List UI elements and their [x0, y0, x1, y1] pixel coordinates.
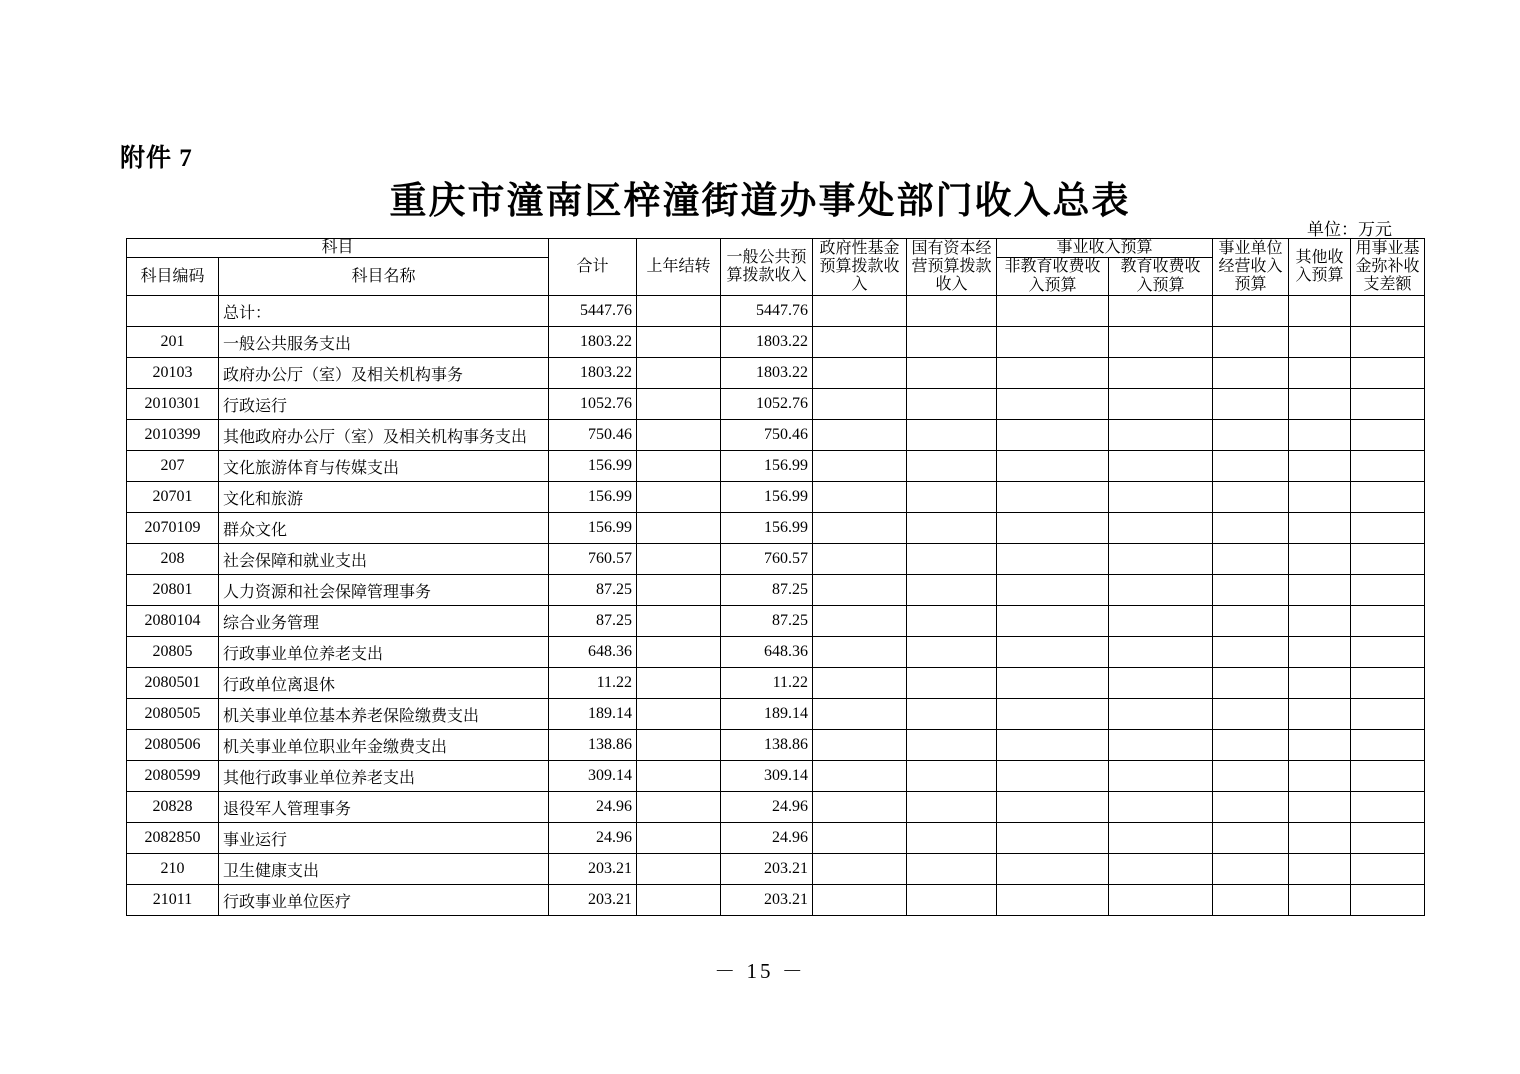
cell-edu-income [1109, 327, 1213, 358]
cell-gov-fund [813, 358, 907, 389]
cell-total: 156.99 [549, 451, 637, 482]
cell-fund-offset [1351, 575, 1425, 606]
cell-total: 760.57 [549, 544, 637, 575]
cell-state-capital [907, 668, 997, 699]
cell-non-edu-income [997, 420, 1109, 451]
cell-name: 其他行政事业单位养老支出 [219, 761, 549, 792]
cell-total: 203.21 [549, 885, 637, 916]
header-business-unit-operating: 事业单位经营收入预算 [1213, 239, 1289, 296]
cell-gov-fund [813, 792, 907, 823]
cell-business-unit-operating [1213, 730, 1289, 761]
cell-code: 210 [127, 854, 219, 885]
cell-gov-fund [813, 606, 907, 637]
cell-business-unit-operating [1213, 823, 1289, 854]
cell-general-public: 156.99 [721, 513, 813, 544]
cell-state-capital [907, 637, 997, 668]
cell-carryover [637, 606, 721, 637]
cell-carryover [637, 358, 721, 389]
header-carryover: 上年结转 [637, 239, 721, 296]
cell-business-unit-operating [1213, 327, 1289, 358]
cell-carryover [637, 699, 721, 730]
cell-non-edu-income [997, 544, 1109, 575]
cell-carryover [637, 575, 721, 606]
cell-business-unit-operating [1213, 296, 1289, 327]
cell-other-income [1289, 296, 1351, 327]
cell-other-income [1289, 544, 1351, 575]
cell-gov-fund [813, 761, 907, 792]
header-total: 合计 [549, 239, 637, 296]
cell-code: 208 [127, 544, 219, 575]
cell-edu-income [1109, 451, 1213, 482]
table-row [127, 327, 1425, 358]
unit-note: 单位：万元 [1307, 220, 1392, 239]
cell-total: 156.99 [549, 482, 637, 513]
cell-carryover [637, 637, 721, 668]
cell-state-capital [907, 885, 997, 916]
cell-business-unit-operating [1213, 637, 1289, 668]
cell-other-income [1289, 637, 1351, 668]
cell-name: 文化旅游体育与传媒支出 [219, 451, 549, 482]
cell-fund-offset [1351, 823, 1425, 854]
cell-other-income [1289, 699, 1351, 730]
table-row [127, 730, 1425, 761]
cell-gov-fund [813, 637, 907, 668]
cell-fund-offset [1351, 513, 1425, 544]
cell-name: 综合业务管理 [219, 606, 549, 637]
table-row [127, 637, 1425, 668]
cell-gov-fund [813, 575, 907, 606]
cell-state-capital [907, 544, 997, 575]
cell-fund-offset [1351, 761, 1425, 792]
cell-name: 卫生健康支出 [219, 854, 549, 885]
cell-other-income [1289, 885, 1351, 916]
cell-total: 156.99 [549, 513, 637, 544]
cell-business-unit-operating [1213, 544, 1289, 575]
cell-total: 87.25 [549, 606, 637, 637]
cell-carryover [637, 823, 721, 854]
cell-total: 87.25 [549, 575, 637, 606]
cell-other-income [1289, 451, 1351, 482]
cell-gov-fund [813, 482, 907, 513]
cell-business-unit-operating [1213, 358, 1289, 389]
cell-non-edu-income [997, 885, 1109, 916]
cell-non-edu-income [997, 637, 1109, 668]
cell-state-capital [907, 451, 997, 482]
cell-edu-income [1109, 699, 1213, 730]
cell-edu-income [1109, 575, 1213, 606]
cell-general-public: 189.14 [721, 699, 813, 730]
cell-state-capital [907, 296, 997, 327]
table-row [127, 823, 1425, 854]
cell-non-edu-income [997, 575, 1109, 606]
cell-edu-income [1109, 544, 1213, 575]
cell-general-public: 1803.22 [721, 327, 813, 358]
cell-fund-offset [1351, 327, 1425, 358]
cell-fund-offset [1351, 451, 1425, 482]
cell-code: 20828 [127, 792, 219, 823]
cell-code: 207 [127, 451, 219, 482]
cell-total: 5447.76 [549, 296, 637, 327]
cell-carryover [637, 420, 721, 451]
header-fund-offset: 用事业基金弥补收支差额 [1351, 239, 1425, 296]
cell-code: 2070109 [127, 513, 219, 544]
cell-general-public: 309.14 [721, 761, 813, 792]
cell-total: 24.96 [549, 792, 637, 823]
cell-gov-fund [813, 451, 907, 482]
table-row [127, 885, 1425, 916]
cell-other-income [1289, 606, 1351, 637]
table-row [127, 420, 1425, 451]
header-name: 科目名称 [219, 258, 549, 296]
table-row [127, 575, 1425, 606]
cell-total: 1052.76 [549, 389, 637, 420]
cell-total: 203.21 [549, 854, 637, 885]
cell-code: 2010301 [127, 389, 219, 420]
cell-carryover [637, 389, 721, 420]
cell-name: 群众文化 [219, 513, 549, 544]
cell-state-capital [907, 854, 997, 885]
cell-non-edu-income [997, 699, 1109, 730]
cell-business-unit-operating [1213, 420, 1289, 451]
cell-general-public: 87.25 [721, 575, 813, 606]
cell-non-edu-income [997, 761, 1109, 792]
cell-general-public: 203.21 [721, 885, 813, 916]
cell-carryover [637, 885, 721, 916]
cell-carryover [637, 544, 721, 575]
cell-name: 机关事业单位基本养老保险缴费支出 [219, 699, 549, 730]
cell-gov-fund [813, 420, 907, 451]
cell-state-capital [907, 823, 997, 854]
cell-non-edu-income [997, 451, 1109, 482]
cell-code: 20103 [127, 358, 219, 389]
cell-general-public: 87.25 [721, 606, 813, 637]
cell-other-income [1289, 792, 1351, 823]
cell-business-unit-operating [1213, 668, 1289, 699]
cell-total: 750.46 [549, 420, 637, 451]
header-non-edu-income: 非教育收费收入预算 [997, 258, 1109, 296]
cell-other-income [1289, 668, 1351, 699]
cell-other-income [1289, 575, 1351, 606]
cell-carryover [637, 668, 721, 699]
cell-gov-fund [813, 885, 907, 916]
cell-edu-income [1109, 358, 1213, 389]
cell-edu-income [1109, 296, 1213, 327]
cell-edu-income [1109, 513, 1213, 544]
cell-carryover [637, 296, 721, 327]
cell-business-unit-operating [1213, 792, 1289, 823]
cell-business-unit-operating [1213, 885, 1289, 916]
cell-carryover [637, 761, 721, 792]
cell-fund-offset [1351, 637, 1425, 668]
cell-total: 11.22 [549, 668, 637, 699]
cell-code: 2080501 [127, 668, 219, 699]
header-state-capital: 国有资本经营预算拨款收入 [907, 239, 997, 296]
attachment-label: 附件 7 [120, 145, 193, 172]
cell-fund-offset [1351, 389, 1425, 420]
cell-state-capital [907, 513, 997, 544]
cell-general-public: 760.57 [721, 544, 813, 575]
cell-fund-offset [1351, 358, 1425, 389]
cell-non-edu-income [997, 482, 1109, 513]
cell-state-capital [907, 699, 997, 730]
cell-edu-income [1109, 482, 1213, 513]
cell-code: 2080104 [127, 606, 219, 637]
cell-total: 138.86 [549, 730, 637, 761]
cell-business-unit-operating [1213, 854, 1289, 885]
cell-fund-offset [1351, 482, 1425, 513]
cell-carryover [637, 792, 721, 823]
cell-general-public: 203.21 [721, 854, 813, 885]
cell-code: 20801 [127, 575, 219, 606]
cell-non-edu-income [997, 730, 1109, 761]
cell-non-edu-income [997, 296, 1109, 327]
cell-fund-offset [1351, 606, 1425, 637]
cell-state-capital [907, 730, 997, 761]
cell-non-edu-income [997, 854, 1109, 885]
cell-edu-income [1109, 761, 1213, 792]
cell-general-public: 156.99 [721, 482, 813, 513]
table-row [127, 296, 1425, 327]
page-title: 重庆市潼南区梓潼街道办事处部门收入总表 [389, 181, 1131, 222]
cell-gov-fund [813, 668, 907, 699]
cell-name: 行政事业单位养老支出 [219, 637, 549, 668]
cell-non-edu-income [997, 513, 1109, 544]
table-row [127, 668, 1425, 699]
cell-code: 2082850 [127, 823, 219, 854]
cell-name: 社会保障和就业支出 [219, 544, 549, 575]
cell-total: 24.96 [549, 823, 637, 854]
cell-code: 2080506 [127, 730, 219, 761]
table-row [127, 544, 1425, 575]
cell-business-unit-operating [1213, 575, 1289, 606]
cell-state-capital [907, 358, 997, 389]
cell-other-income [1289, 854, 1351, 885]
cell-general-public: 138.86 [721, 730, 813, 761]
cell-non-edu-income [997, 823, 1109, 854]
cell-carryover [637, 730, 721, 761]
table-row [127, 389, 1425, 420]
header-gov-fund: 政府性基金预算拨款收入 [813, 239, 907, 296]
header-subject-group: 科目 [127, 239, 549, 258]
cell-business-unit-operating [1213, 513, 1289, 544]
cell-business-unit-operating [1213, 482, 1289, 513]
cell-gov-fund [813, 854, 907, 885]
cell-general-public: 648.36 [721, 637, 813, 668]
cell-name: 退役军人管理事务 [219, 792, 549, 823]
cell-carryover [637, 482, 721, 513]
cell-other-income [1289, 482, 1351, 513]
cell-other-income [1289, 761, 1351, 792]
cell-code: 21011 [127, 885, 219, 916]
cell-business-unit-operating [1213, 699, 1289, 730]
cell-gov-fund [813, 296, 907, 327]
cell-fund-offset [1351, 792, 1425, 823]
cell-gov-fund [813, 513, 907, 544]
cell-carryover [637, 451, 721, 482]
cell-name: 机关事业单位职业年金缴费支出 [219, 730, 549, 761]
cell-edu-income [1109, 420, 1213, 451]
cell-general-public: 156.99 [721, 451, 813, 482]
cell-state-capital [907, 792, 997, 823]
cell-code: 20701 [127, 482, 219, 513]
cell-gov-fund [813, 389, 907, 420]
cell-edu-income [1109, 823, 1213, 854]
table-row [127, 854, 1425, 885]
header-general-public: 一般公共预算拨款收入 [721, 239, 813, 296]
cell-code: 201 [127, 327, 219, 358]
cell-total: 189.14 [549, 699, 637, 730]
cell-fund-offset [1351, 544, 1425, 575]
cell-fund-offset [1351, 668, 1425, 699]
budget-income-table [126, 238, 1425, 916]
cell-other-income [1289, 327, 1351, 358]
cell-total: 309.14 [549, 761, 637, 792]
table-header-row-1 [127, 239, 1425, 258]
cell-name: 一般公共服务支出 [219, 327, 549, 358]
cell-code: 20805 [127, 637, 219, 668]
cell-fund-offset [1351, 420, 1425, 451]
cell-code: 2080505 [127, 699, 219, 730]
cell-name: 人力资源和社会保障管理事务 [219, 575, 549, 606]
cell-total: 1803.22 [549, 327, 637, 358]
cell-state-capital [907, 606, 997, 637]
cell-gov-fund [813, 823, 907, 854]
cell-state-capital [907, 420, 997, 451]
cell-fund-offset [1351, 885, 1425, 916]
cell-carryover [637, 854, 721, 885]
cell-fund-offset [1351, 699, 1425, 730]
cell-general-public: 750.46 [721, 420, 813, 451]
cell-other-income [1289, 358, 1351, 389]
cell-edu-income [1109, 668, 1213, 699]
cell-name: 其他政府办公厅（室）及相关机构事务支出 [219, 420, 549, 451]
cell-name: 事业运行 [219, 823, 549, 854]
cell-general-public: 5447.76 [721, 296, 813, 327]
cell-other-income [1289, 420, 1351, 451]
cell-non-edu-income [997, 606, 1109, 637]
cell-gov-fund [813, 327, 907, 358]
cell-non-edu-income [997, 327, 1109, 358]
cell-edu-income [1109, 854, 1213, 885]
table-row [127, 451, 1425, 482]
cell-name: 行政单位离退休 [219, 668, 549, 699]
table-row [127, 792, 1425, 823]
cell-name: 行政事业单位医疗 [219, 885, 549, 916]
cell-other-income [1289, 823, 1351, 854]
cell-business-unit-operating [1213, 451, 1289, 482]
table-row [127, 482, 1425, 513]
cell-state-capital [907, 389, 997, 420]
header-code: 科目编码 [127, 258, 219, 296]
table-row [127, 699, 1425, 730]
cell-name: 行政运行 [219, 389, 549, 420]
cell-general-public: 24.96 [721, 792, 813, 823]
cell-gov-fund [813, 544, 907, 575]
cell-state-capital [907, 482, 997, 513]
cell-total: 648.36 [549, 637, 637, 668]
cell-name: 政府办公厅（室）及相关机构事务 [219, 358, 549, 389]
cell-carryover [637, 513, 721, 544]
cell-business-unit-operating [1213, 761, 1289, 792]
cell-edu-income [1109, 637, 1213, 668]
cell-other-income [1289, 513, 1351, 544]
cell-name: 文化和旅游 [219, 482, 549, 513]
cell-total: 1803.22 [549, 358, 637, 389]
cell-gov-fund [813, 730, 907, 761]
cell-other-income [1289, 389, 1351, 420]
header-edu-income: 教育收费收入预算 [1109, 258, 1213, 296]
cell-fund-offset [1351, 730, 1425, 761]
cell-non-edu-income [997, 389, 1109, 420]
cell-state-capital [907, 575, 997, 606]
page-number: － 15 － [714, 959, 806, 983]
cell-carryover [637, 327, 721, 358]
cell-general-public: 1052.76 [721, 389, 813, 420]
cell-fund-offset [1351, 854, 1425, 885]
header-business-income-group: 事业收入预算 [997, 239, 1213, 258]
header-other-income: 其他收入预算 [1289, 239, 1351, 296]
cell-non-edu-income [997, 792, 1109, 823]
table-body [127, 296, 1425, 916]
cell-non-edu-income [997, 358, 1109, 389]
cell-gov-fund [813, 699, 907, 730]
table-row [127, 761, 1425, 792]
cell-non-edu-income [997, 668, 1109, 699]
cell-state-capital [907, 761, 997, 792]
cell-edu-income [1109, 885, 1213, 916]
cell-name: 总计： [219, 296, 549, 327]
table-row [127, 358, 1425, 389]
cell-edu-income [1109, 730, 1213, 761]
cell-code: 2010399 [127, 420, 219, 451]
cell-code: 2080599 [127, 761, 219, 792]
cell-general-public: 1803.22 [721, 358, 813, 389]
cell-edu-income [1109, 389, 1213, 420]
cell-business-unit-operating [1213, 389, 1289, 420]
cell-general-public: 24.96 [721, 823, 813, 854]
cell-business-unit-operating [1213, 606, 1289, 637]
table-row [127, 606, 1425, 637]
cell-code [127, 296, 219, 327]
table-row [127, 513, 1425, 544]
cell-edu-income [1109, 792, 1213, 823]
cell-fund-offset [1351, 296, 1425, 327]
cell-edu-income [1109, 606, 1213, 637]
cell-general-public: 11.22 [721, 668, 813, 699]
cell-other-income [1289, 730, 1351, 761]
cell-state-capital [907, 327, 997, 358]
